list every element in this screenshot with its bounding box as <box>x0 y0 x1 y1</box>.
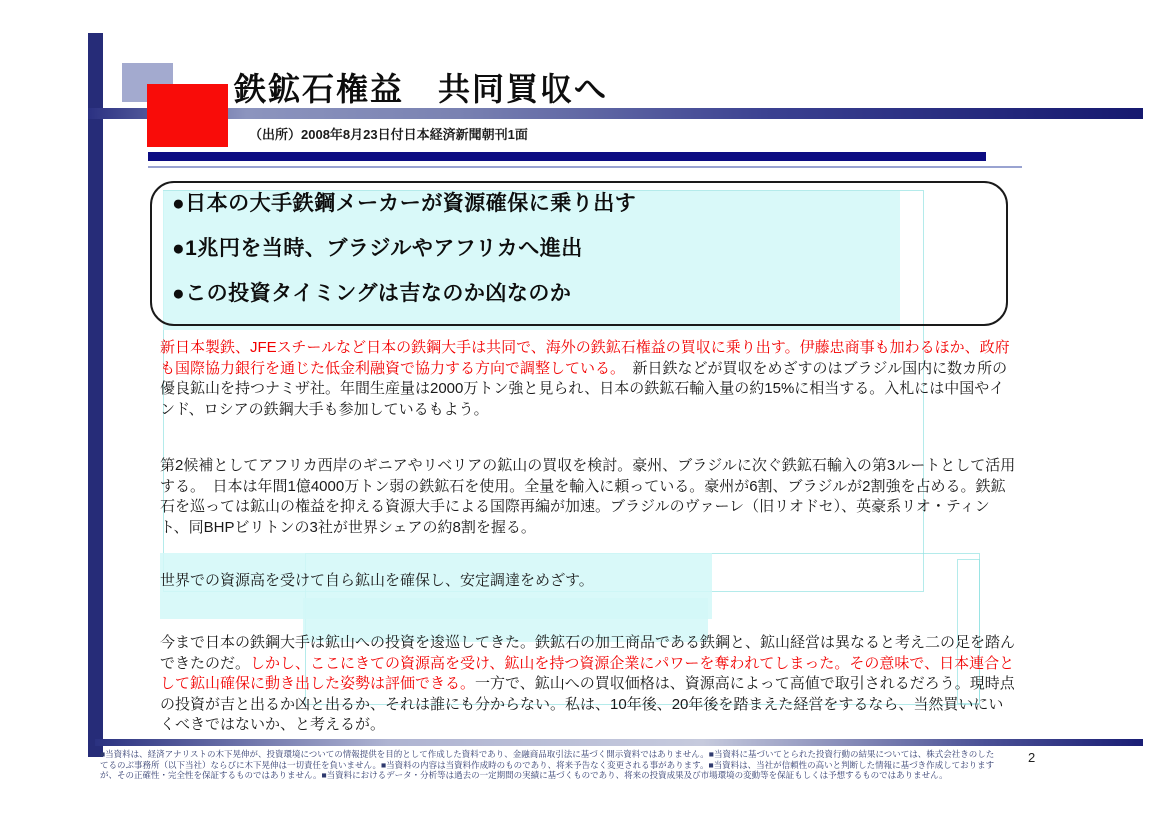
body-text: 第2候補としてアフリカ西岸のギニアやリベリアの鉱山の買収を検討。豪州、ブラジルに次ぐ鉄鉱石輸入の第3ルートとして活用する。 日本は年間1億4000万トン弱の鉄鉱石を使用。全量を輸入に頼っている。豪州が6割、ブラジルが2割強を占める。鉄鉱石を巡っては鉱山の権益を抑える資源大手による国際再編が加速。ブラジルのヴァーレ（旧リオドセ）、英豪系リオ・ティント、同BHPビリトンの3社が世界シェアの約8割を握る。 <box>160 457 1016 536</box>
body-text: 今まで日本の鉄鋼大手は鉱山への投資を逡巡してきた。鉄鉱石の加工商品である鉄鋼と、鉱山経営は異なると考え二の足を踏んできたのだ。 <box>160 634 1016 672</box>
red-square-decoration <box>147 84 228 147</box>
paragraph-news-summary <box>160 338 1016 420</box>
body-text: 新日鉄などが買収をめざすのはブラジル国内に数カ所の優良鉱山を持つナミザ社。年間生産量は2000万トン強と見られ、日本の鉄鉱石輸入量の約15%に相当する。入札には中国やインド、ロシアの鉄鋼大手も参加しているもよう。 <box>160 359 1008 418</box>
disclaimer-line: が、その正確性・完全性を保証するものではありません。■当資料におけるデータ・分析等は過去の一定期間の実績に基づくものであり、将来の投資成果及び市場環境の変動等を保証もしくは予想するものではありません。 <box>100 770 948 781</box>
body-text: 世界での資源高を受けて自ら鉱山を確保し、安定調達をめざす。 <box>160 572 594 589</box>
emphasis-red-text: 新日本製鉄、JFEスチールなど日本の鉄鋼大手は共同で、海外の鉄鉱石権益の買収に乗り出す。伊藤忠商事も加わるほか、政府も国際協力銀行を通じた低金利融資で協力する方向で調整している。 <box>160 339 1010 377</box>
paragraph-second-candidate <box>160 456 1016 538</box>
page-number: 2 <box>1028 750 1036 765</box>
disclaimer-text <box>100 749 995 781</box>
thin-divider-line <box>148 166 1022 168</box>
bullet-item: ●この投資タイミングは吉なのか凶なのか <box>172 282 572 305</box>
disclaimer-line: てるのぶ事務所（以下当社）ならびに木下晃伸は一切責任を負いません。■当資料の内容は当資料作成時のものであり、将来予告なく変更される事があります。■当資料は、当社が信頼性の高いと判断した情報に基づき作成しております <box>100 759 995 770</box>
bullet-list <box>172 193 972 328</box>
page-title: 鉄鉱石権益 共同買収へ <box>234 71 609 107</box>
footer-divider-bar <box>95 739 1143 746</box>
disclaimer-line: ■当資料は、経済アナリストの木下晃伸が、投資環境についての情報提供を目的として作成した資料であり、金融商品取引法に基づく開示資料ではありません。■当資料に基づいてとられた投資行動の結果については、株式会社きのした <box>100 749 995 759</box>
left-accent-bar <box>88 33 103 757</box>
bullet-item: ●日本の大手鉄鋼メーカーが資源確保に乗り出す <box>172 192 637 215</box>
navy-divider-bar <box>148 152 986 161</box>
source-citation: （出所）2008年8月23日付日本経済新聞朝刊1面 <box>249 127 528 142</box>
emphasis-red-text: しかし、ここにきての資源高を受け、鉱山を持つ資源企業にパワーを奪われてしまった。その意味で、日本連合として鉱山確保に動き出した姿勢は評価できる。 <box>160 654 1015 692</box>
bullet-item: ●1兆円を当時、ブラジルやアフリカへ進出 <box>172 237 583 260</box>
paragraph-commentary <box>160 633 1016 736</box>
paragraph-stable-supply <box>160 571 1016 592</box>
body-text: 一方で、鉱山への買収価格は、資源高によって高値で取引されるだろう。現時点の投資が吉と出るか凶と出るか、それは誰にも分からない。私は、10年後、20年後を踏まえた経営をするなら、当然買いにいくべきではないか、と考えるが。 <box>160 675 1015 733</box>
